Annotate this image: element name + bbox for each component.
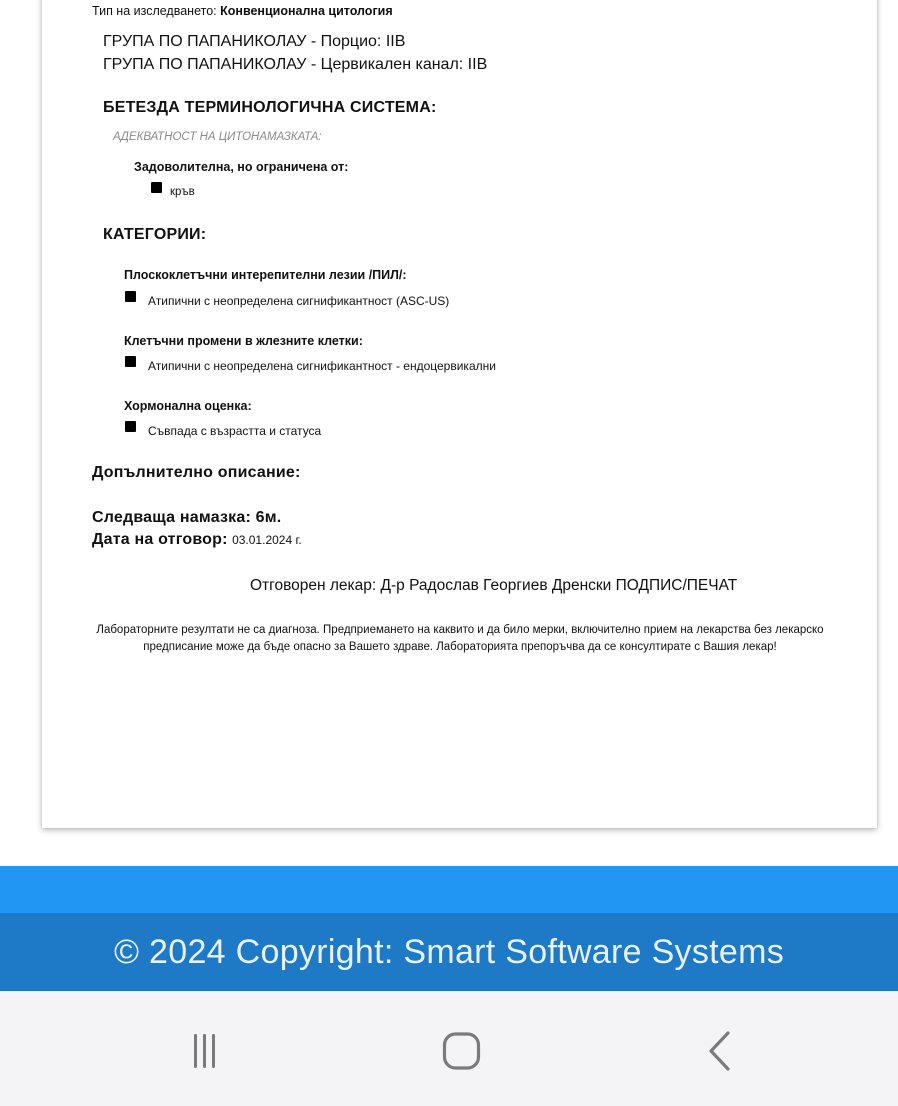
adequacy-value: Задоволителна, но ограничена от: xyxy=(134,160,349,174)
bullet-icon xyxy=(125,356,136,367)
next-smear: Следваща намазка: 6м. xyxy=(92,509,282,526)
bullet-icon xyxy=(125,421,136,432)
footer-top-band xyxy=(0,866,898,913)
categories-heading: КАТЕГОРИИ: xyxy=(103,226,207,243)
report-page xyxy=(42,0,877,828)
squamous-item: Атипични с неопределена сигнификантност (ASC-US) xyxy=(148,294,450,308)
pap-cervical: ГРУПА ПО ПАПАНИКОЛАУ - Цервикален канал: IIB xyxy=(103,56,488,73)
home-button[interactable] xyxy=(434,1023,490,1079)
adequacy-item: кръв xyxy=(170,186,195,198)
glandular-label: Клетъчни промени в жлезните клетки: xyxy=(124,334,363,348)
exam-type-line xyxy=(92,4,393,18)
copyright-text: © 2024 Copyright: Smart Software Systems xyxy=(113,932,785,971)
exam-type-value: Конвенционална цитология xyxy=(220,4,393,18)
glandular-item: Атипични с неопределена сигнификантност - ендоцервикални xyxy=(148,359,496,373)
answer-date-value: 03.01.2024 г. xyxy=(232,533,302,547)
adequacy-label: АДЕКВАТНОСТ НА ЦИТОНАМАЗКАТА: xyxy=(113,131,322,143)
additional-description-heading: Допълнително описание: xyxy=(92,464,301,481)
bullet-icon xyxy=(151,182,162,193)
footer xyxy=(0,913,898,991)
pap-portio: ГРУПА ПО ПАПАНИКОЛАУ - Порцио: IIB xyxy=(103,33,406,50)
squamous-label: Плоскоклетъчни интерепителни лезии /ПИЛ/: xyxy=(124,268,407,282)
back-button[interactable] xyxy=(692,1023,748,1079)
hormonal-item: Съвпада с възрастта и статуса xyxy=(148,424,322,438)
answer-date-label: Дата на отговор: xyxy=(92,531,228,548)
disclaimer-text: Лабораторните резултати не са диагноза. Предприемането на каквито и да било мерки, включително прием на лекарства без лекарско предписание може да бъде опасно за Вашето здраве. Лабораторията препоръчва да се консултирате с Вашия лекар! xyxy=(96,624,824,653)
back-icon xyxy=(700,1029,740,1073)
recents-icon xyxy=(184,1031,224,1071)
bullet-icon xyxy=(125,291,136,302)
answer-date-line xyxy=(92,531,302,549)
exam-type-label: Тип на изследването: xyxy=(92,4,217,18)
hormonal-label: Хормонална оценка: xyxy=(124,399,252,413)
responsible-doctor: Отговорен лекар: Д-р Радослав Георгиев Дренски ПОДПИС/ПЕЧАТ xyxy=(250,577,738,594)
bethesda-heading: БЕТЕЗДА ТЕРМИНОЛОГИЧНА СИСТЕМА: xyxy=(103,99,437,116)
home-icon xyxy=(441,1030,483,1072)
recents-button[interactable] xyxy=(176,1023,232,1079)
